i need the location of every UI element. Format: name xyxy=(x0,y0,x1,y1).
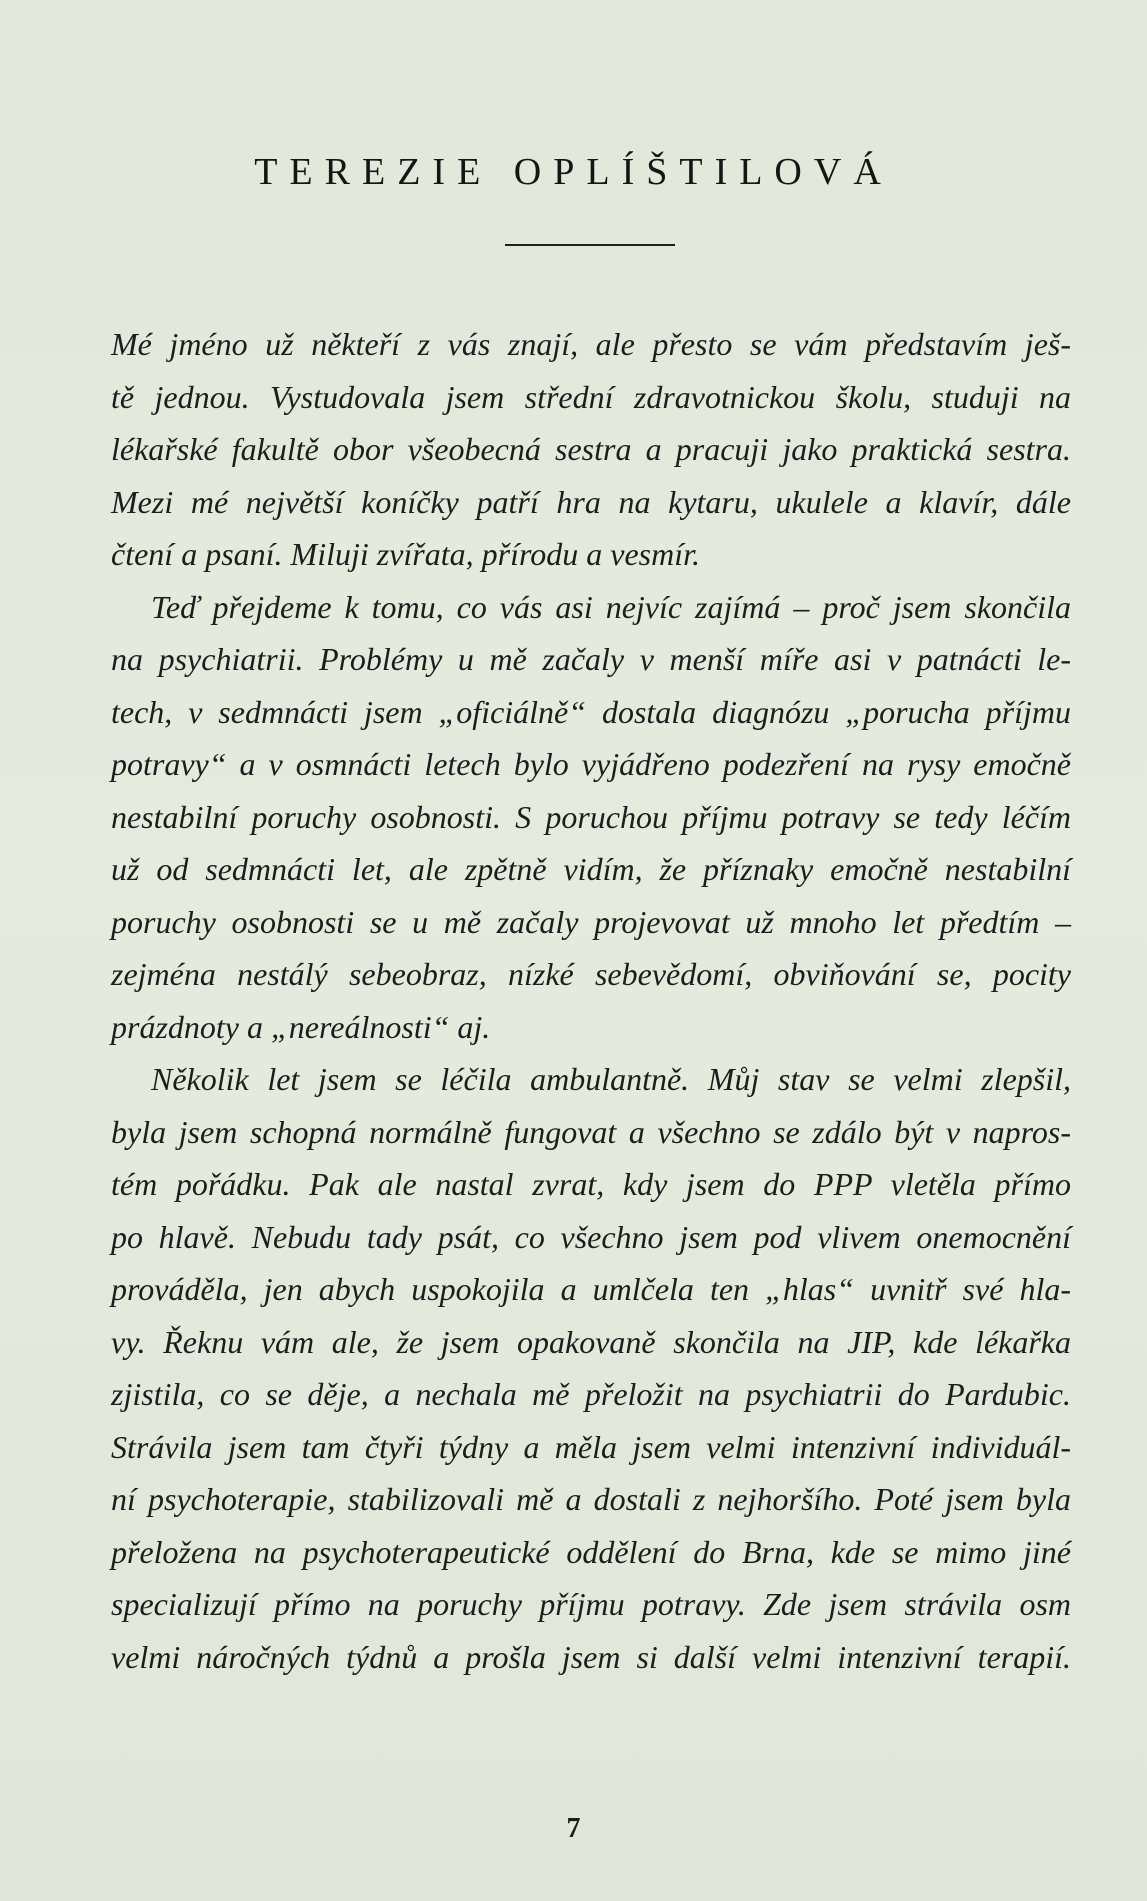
text-line: Mé jméno už někteří z vás znají, ale přesto se vám představím ješ- xyxy=(111,326,1071,362)
text-line: Mezi mé největší koníčky patří hra na kytaru, ukulele a klavír, dále xyxy=(111,483,1071,520)
page-number: 7 xyxy=(566,1813,581,1844)
title-divider xyxy=(505,244,675,246)
text-line: Teď přejdeme k tomu, co vás asi nejvíc zajímá – proč jsem skončila xyxy=(151,588,1071,625)
text-line: na psychiatrii. Problémy u mě začaly v menší míře asi v patnácti le- xyxy=(111,641,1071,677)
text-line: zejména nestálý sebeobraz, nízké sebevědomí, obviňování se, pocity xyxy=(111,956,1071,992)
text-line: ní psychoterapie, stabilizovali mě a dostali z nejhoršího. Poté jsem byla xyxy=(111,1481,1071,1517)
text-line: specializují přímo na poruchy příjmu potravy. Zde jsem strávila osm xyxy=(111,1586,1071,1622)
text-line: prázdnoty a „nereálnosti“ aj. xyxy=(111,1008,491,1045)
text-line: poruchy osobnosti se u mě začaly projevovat už mnoho let předtím – xyxy=(111,903,1071,940)
text-line: potravy“ a v osmnácti letech bylo vyjádřeno podezření na rysy emočně xyxy=(111,746,1071,782)
text-line: velmi náročných týdnů a prošla jsem si další velmi intenzivní terapií. xyxy=(111,1638,1071,1675)
text-line: nestabilní poruchy osobnosti. S poruchou příjmu potravy se tedy léčím xyxy=(111,798,1071,835)
text-line: tech, v sedmnácti jsem „oficiálně“ dostala diagnózu „porucha příjmu xyxy=(111,693,1071,730)
text-line: po hlavě. Nebudu tady psát, co všechno jsem pod vlivem onemocnění xyxy=(111,1218,1071,1255)
text-line: lékařské fakultě obor všeobecná sestra a pracuji jako praktická sestra. xyxy=(111,431,1071,467)
text-line: byla jsem schopná normálně fungovat a všechno se zdálo být v napros- xyxy=(111,1113,1071,1150)
text-line: tě jednou. Vystudovala jsem střední zdravotnickou školu, studuji na xyxy=(111,378,1071,415)
body-text xyxy=(111,318,1071,1683)
text-line: čtení a psaní. Miluji zvířata, přírodu a vesmír. xyxy=(111,536,701,572)
text-line: tém pořádku. Pak ale nastal zvrat, kdy jsem do PPP vletěla přímo xyxy=(111,1166,1071,1202)
chapter-title: TEREZIE OPLÍŠTILOVÁ xyxy=(254,151,893,193)
text-line: prováděla, jen abych uspokojila a umlčela ten „hlas“ uvnitř své hla- xyxy=(111,1271,1071,1307)
text-line: Několik let jsem se léčila ambulantně. Můj stav se velmi zlepšil, xyxy=(151,1061,1071,1097)
text-line: už od sedmnácti let, ale zpětně vidím, že příznaky emočně nestabilní xyxy=(111,851,1071,887)
text-line: přeložena na psychoterapeutické oddělení do Brna, kde se mimo jiné xyxy=(111,1533,1071,1570)
text-line: vy. Řeknu vám ale, že jsem opakovaně skončila na JIP, kde lékařka xyxy=(111,1323,1071,1360)
text-line: Strávila jsem tam čtyři týdny a měla jsem velmi intenzivní individuál- xyxy=(111,1428,1071,1465)
text-line: zjistila, co se děje, a nechala mě přeložit na psychiatrii do Pardubic. xyxy=(111,1376,1071,1412)
